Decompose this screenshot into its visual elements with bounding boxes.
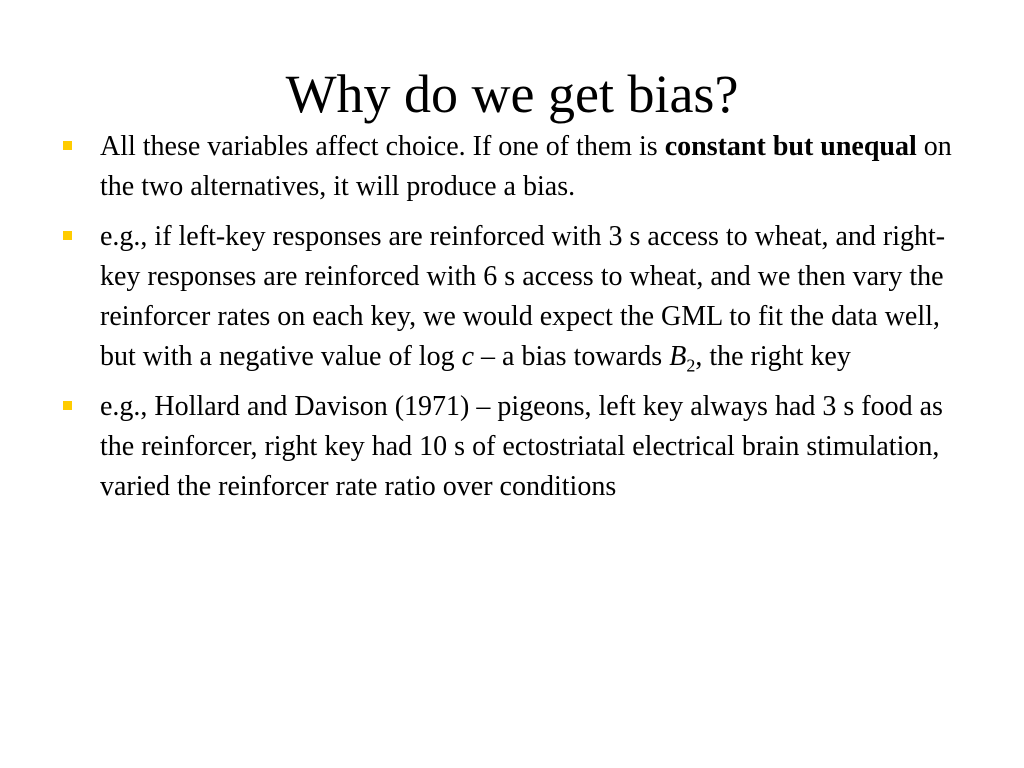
bullet-square-icon [63, 401, 72, 410]
bullet-list [0, 127, 1024, 517]
bullet-1-text-1: All these variables affect choice. If one of them is [100, 131, 665, 162]
bullet-square-icon [63, 231, 72, 240]
bullet-2-subscript: 2 [686, 355, 696, 376]
bullet-2-italic-c: c [461, 341, 475, 372]
bullet-2-text-3: , the right key [695, 341, 851, 372]
bullet-1-text-2: on the two alternatives, it will produce a bias. [100, 131, 952, 202]
bullet-item-2 [0, 217, 964, 377]
slide-title: Why do we get bias? [285, 64, 739, 125]
bullet-2-text-1: e.g., if left-key responses are reinforced with 3 s access to wheat, and right-key responses are reinforced with 6 s access to wheat, and we then vary the reinforcer rates on each key, we would expect the GML to fit the data well, but with a negative value of log [100, 221, 946, 372]
bullet-item-3 [0, 387, 964, 507]
bullet-2-italic-b: B [669, 341, 687, 372]
bullet-3-text-1: e.g., Hollard and Davison (1971) – pigeons, left key always had 3 s food as the reinforcer, right key had 10 s of ectostriatal electrical brain stimulation, varied the reinforcer rate ratio over conditions [100, 391, 943, 502]
bullet-2-text-2: – a bias towards [474, 341, 670, 372]
bullet-item-1 [0, 127, 964, 207]
bullet-1-bold-text: constant but unequal [664, 131, 917, 162]
bullet-square-icon [63, 141, 72, 150]
